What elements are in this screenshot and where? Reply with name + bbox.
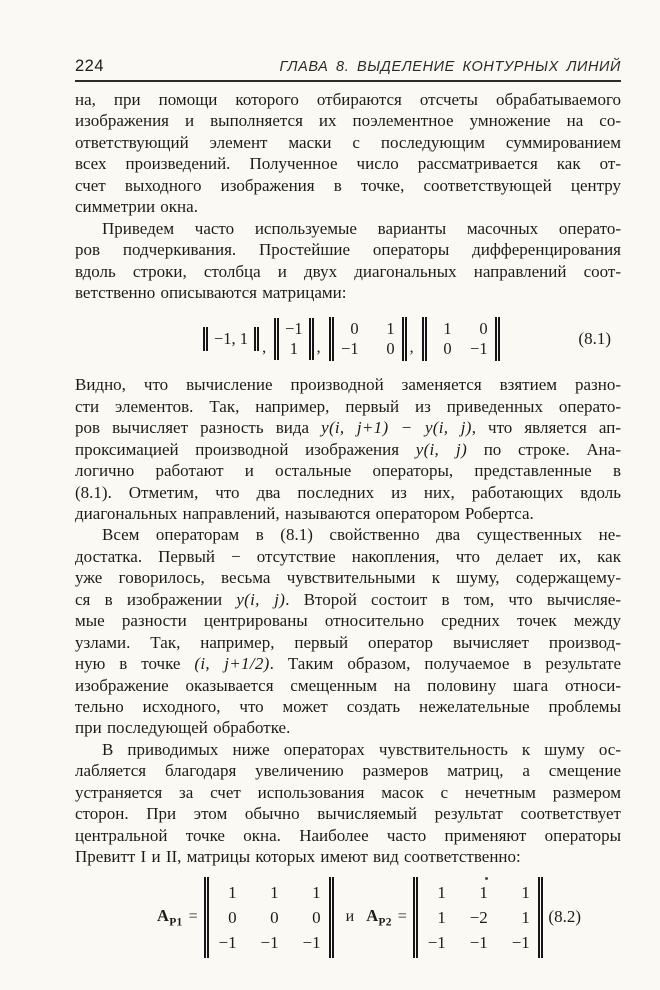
text-line: диагональных направлений, называются оператором Робертса. xyxy=(75,504,534,523)
equation-label: (8.2) xyxy=(548,907,581,927)
text-line: ветственно описываются матрицами: xyxy=(75,282,347,302)
text-line: Видно, что вычисление производной заменяется взятием разно- xyxy=(75,375,621,395)
text-segment: . Второй состоит в том, что вычисляе- xyxy=(285,589,621,609)
page-header xyxy=(75,57,621,82)
inline-math: y(i, j) xyxy=(415,439,468,459)
running-head: ГЛАВА 8. ВЫДЕЛЕНИЕ КОНТУРНЫХ ЛИНИЙ xyxy=(279,59,621,75)
matrix-cell: 1 xyxy=(386,318,395,338)
text-line: тельно исходного, что может создать нежелательные проблемы xyxy=(75,696,621,716)
matrix-cell: 0 xyxy=(312,907,321,927)
text-line: всех произведений. Полученное число рассматривается как от- xyxy=(75,154,621,174)
subscript: P1 xyxy=(169,916,183,929)
matrix-cell: −1 xyxy=(427,932,446,952)
matrix-cell: 1 xyxy=(521,907,530,927)
matrix-cell: 0 xyxy=(443,338,452,358)
text-line xyxy=(75,439,621,460)
text-line: на, при помощи которого отбираются отсчеты обрабатываемого xyxy=(75,90,621,109)
inline-math: y(i, j+1) − y(i, j) xyxy=(321,418,472,438)
matrix-cell: −1 xyxy=(302,932,321,952)
matrix-cell: 1 xyxy=(521,882,530,902)
text-line: (8.1). Отметим, что два последних из них, работающих вдоль xyxy=(75,482,621,502)
equals-sign: = xyxy=(188,908,198,926)
body-text xyxy=(75,89,621,965)
text-segment: по строке. Ана- xyxy=(467,439,621,459)
text-line xyxy=(75,417,621,438)
matrix-cell: 1 xyxy=(437,907,446,927)
separator-comma: , xyxy=(409,338,414,356)
equation-label: (8.1) xyxy=(578,328,611,348)
matrix-cell: −1 xyxy=(470,338,488,358)
matrix-2x2-first xyxy=(329,317,407,361)
text-line: при последующей обработке. xyxy=(75,718,291,738)
text-line: центральной точке окна. Наиболее часто применяют операторы xyxy=(75,825,621,845)
conjunction: и xyxy=(345,908,355,926)
matrix-cell: −1 xyxy=(341,338,359,358)
text-line: сти элементов. Так, например, первый из приведенных операто- xyxy=(75,396,621,416)
matrix-cell: 1 xyxy=(312,882,321,902)
text-segment: A xyxy=(366,906,379,926)
text-line: Приведем часто используемые варианты масочных операто- xyxy=(102,218,621,238)
text-segment: ную в точке xyxy=(75,654,195,674)
equation-8-1 xyxy=(75,303,621,374)
matrix-cell: 0 xyxy=(270,907,279,927)
equals-sign: = xyxy=(397,908,407,926)
text-segment: , что является ап- xyxy=(471,418,621,438)
separator-comma: , xyxy=(262,338,267,356)
matrix-cell: 0 xyxy=(350,318,359,338)
text-segment: A xyxy=(157,906,170,926)
text-line: ров подчеркивания. Простейшие операторы дифференцирования xyxy=(75,240,621,260)
text-line: Превитт I и II, матрицы которых имеют вид соответственно: xyxy=(75,847,521,866)
text-line xyxy=(75,589,621,610)
text-line: вдоль строки, столбца и двух диагональных направлений соот- xyxy=(75,261,621,281)
matrix-cell: 1 xyxy=(228,882,237,902)
text-line: мые разности центрированы относительно средних точек между xyxy=(75,611,621,631)
matrix-cell: 0 xyxy=(228,907,237,927)
text-line: лабляется благодаря увеличению размеров матриц, а смещение xyxy=(75,761,621,781)
text-line: устраняется за счет использования масок с нечетным размером xyxy=(75,782,621,802)
text-segment: проксимацией производной изображения xyxy=(75,439,416,459)
text-line: изображение оказывается смещенным на половину шага относи- xyxy=(75,675,621,695)
separator-comma: , xyxy=(316,338,321,356)
text-line: ответствующий элемент маски с последующим суммированием xyxy=(75,132,621,152)
inline-math: (i, j+1/2) xyxy=(194,654,270,674)
matrix-cell: 0 xyxy=(386,338,395,358)
matrix-cell: −1 xyxy=(511,932,530,952)
matrix-3x3-prewitt-2 xyxy=(413,877,543,958)
text-line: изображения и выполняется их поэлементное умножение на со- xyxy=(75,111,621,131)
page-content xyxy=(75,57,621,965)
matrix-cell: −1 xyxy=(218,932,237,952)
text-line: сторон. При этом обычно вычисляемый результат соответствует xyxy=(75,804,621,824)
matrix-row-vector: −1, 1 xyxy=(203,327,259,351)
equation-8-2 xyxy=(75,869,621,965)
matrix-cell: 1 xyxy=(443,318,452,338)
page-number: 224 xyxy=(75,57,105,75)
matrix-symbol-ap2 xyxy=(366,906,392,928)
text-line: уже говорилось, весьма чувствительными к шуму, содержащему- xyxy=(75,568,621,588)
matrix-cell: −1 xyxy=(469,932,488,952)
text-segment: ров вычисляет разность вида xyxy=(75,418,322,438)
subscript: P2 xyxy=(378,916,392,929)
matrix-cell: −1 xyxy=(285,318,303,338)
text-segment: ся в изображении xyxy=(75,589,237,609)
text-line: Всем операторам в (8.1) свойственно два существенных не- xyxy=(102,525,621,545)
text-line: узлами. Так, например, первый оператор вычисляет производ- xyxy=(75,632,621,652)
text-line: В приводимых ниже операторах чувствительность к шуму ос- xyxy=(102,739,621,759)
matrix-cell: 1 xyxy=(289,338,298,358)
matrix-cell: 1 xyxy=(437,882,446,902)
inline-math: y(i, j) xyxy=(236,589,286,609)
text-line: симметрии окна. xyxy=(75,197,198,217)
matrix-3x3-prewitt-1 xyxy=(204,877,334,958)
text-line xyxy=(75,653,621,674)
matrix-cell: −1 xyxy=(260,932,279,952)
matrix-2x2-second xyxy=(422,317,500,361)
text-line: логично работают и остальные операторы, представленные в xyxy=(75,461,621,481)
matrix-cell: 1 xyxy=(270,882,279,902)
matrix-symbol-ap1 xyxy=(157,906,183,928)
text-segment: . Таким образом, получаемое в результате xyxy=(269,654,621,674)
matrix-cell: 0 xyxy=(479,318,488,338)
text-line: счет выходного изображения в точке, соответствующей центру xyxy=(75,175,621,195)
text-line: достатка. Первый − отсутствие накопления, что делает их, как xyxy=(75,546,621,566)
matrix-cell: 1 xyxy=(479,882,488,902)
matrix-cell: −2 xyxy=(469,907,488,927)
matrix-column-vector xyxy=(274,318,314,360)
